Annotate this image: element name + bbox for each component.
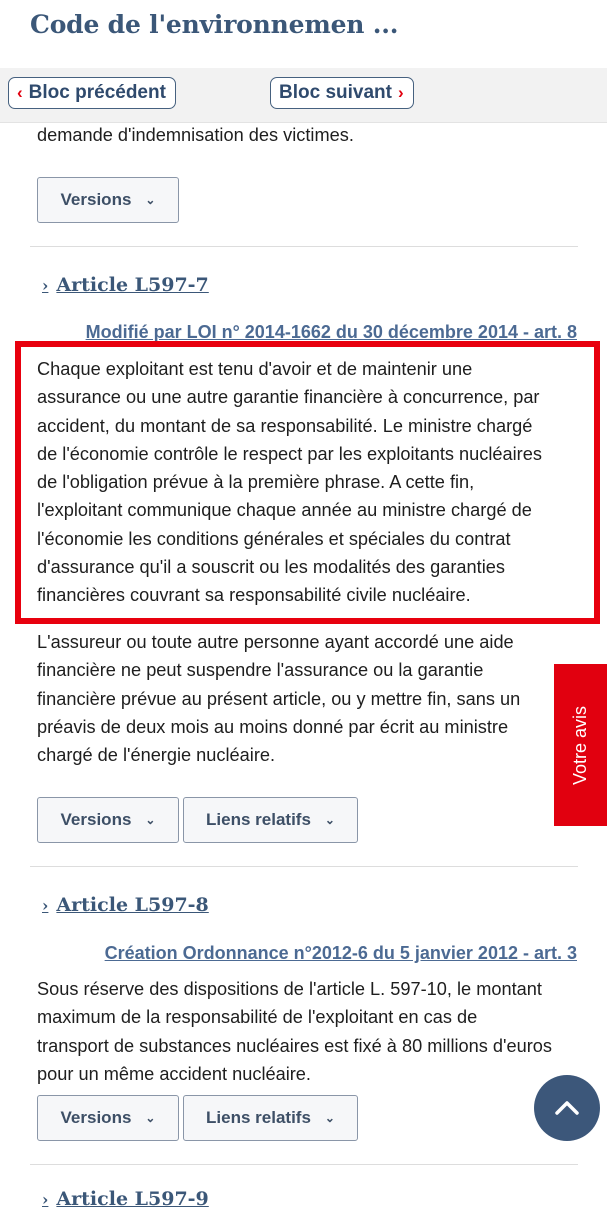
- text-line: préavis de deux mois au moins donné par écrit au ministre: [37, 716, 509, 737]
- versions-label: Versions: [60, 1108, 132, 1127]
- text-line: chargé de l'énergie nucléaire.: [37, 745, 276, 766]
- related-links-button[interactable]: [183, 797, 358, 843]
- chevron-down-icon: ⌄: [145, 1111, 156, 1125]
- text-line: financière ne peut suspendre l'assurance ou la garantie: [37, 660, 484, 681]
- chevron-down-icon: ⌄: [145, 193, 156, 207]
- text-line: pour un même accident nucléaire.: [37, 1063, 311, 1084]
- feedback-label: Votre avis: [570, 705, 591, 785]
- modification-link[interactable]: Modifié par LOI n° 2014-1662 du 30 décembre 2014 - art. 8: [85, 322, 577, 342]
- versions-button[interactable]: [37, 177, 179, 223]
- article-link-L597-8[interactable]: [42, 890, 209, 920]
- text-line: de l'obligation prévue à la première phrase. A cette fin,: [37, 472, 475, 493]
- highlight-annotation-box: [15, 341, 600, 624]
- chevron-down-icon: ⌄: [145, 813, 156, 827]
- text-line: transport de substances nucléaires est fixé à 80 millions d'euros: [37, 1035, 553, 1056]
- chevron-right-icon: ›: [397, 83, 404, 102]
- previous-block-label: Bloc précédent: [28, 82, 166, 103]
- text-line: l'économie les conditions générales et spéciales du contrat: [37, 528, 511, 549]
- related-links-button[interactable]: [183, 1095, 358, 1141]
- divider: [30, 1164, 578, 1165]
- text-line: d'assurance qu'il a souscrit ou les modalités des garanties: [37, 557, 505, 578]
- article-text: [37, 628, 579, 769]
- text-line: accident, du montant de sa responsabilité. Le ministre chargé: [37, 415, 533, 436]
- text-line: L'assureur ou toute autre personne ayant accordé une aide: [37, 632, 514, 652]
- text-line: l'exploitant communique chaque année au ministre chargé de: [37, 500, 532, 521]
- chevron-down-icon: ⌄: [324, 813, 335, 827]
- text-line: financière prévue au présent article, ou y mettre fin, sans un: [37, 688, 521, 709]
- chevron-down-icon: ⌄: [324, 1111, 335, 1125]
- page-title: Code de l'environnemen ...: [30, 10, 399, 39]
- next-block-label: Bloc suivant: [279, 82, 392, 103]
- versions-button[interactable]: [37, 797, 179, 843]
- versions-label: Versions: [60, 810, 132, 829]
- article-text: [37, 121, 579, 149]
- related-links-label: Liens relatifs: [206, 810, 311, 829]
- creation-link[interactable]: Création Ordonnance n°2012-6 du 5 janvier 2012 - art. 3: [104, 943, 577, 963]
- text-line: Chaque exploitant est tenu d'avoir et de maintenir une: [37, 359, 473, 379]
- article-link-L597-7[interactable]: [42, 270, 209, 300]
- chevron-up-icon: [552, 1093, 582, 1123]
- versions-label: Versions: [60, 190, 132, 209]
- chevron-right-icon: ›: [42, 895, 49, 915]
- chevron-left-icon: ‹: [17, 83, 23, 102]
- divider: [30, 246, 578, 247]
- bloc-navigation-bar: [0, 68, 607, 123]
- chevron-right-icon: ›: [42, 1189, 49, 1209]
- previous-block-button[interactable]: [8, 77, 176, 109]
- article-title: Article L597-7: [56, 274, 209, 296]
- article-text: [37, 975, 579, 1088]
- article-title: Article L597-8: [56, 894, 209, 916]
- text-line: Sous réserve des dispositions de l'article L. 597-10, le montant: [37, 979, 542, 999]
- text-line: maximum de la responsabilité de l'exploitant en cas de: [37, 1007, 478, 1028]
- text-line: de l'économie contrôle le respect par les exploitants nucléaires: [37, 443, 542, 464]
- article-link-L597-9[interactable]: [42, 1184, 209, 1214]
- text-line: financières couvrant sa responsabilité civile nucléaire.: [37, 585, 471, 606]
- versions-button[interactable]: [37, 1095, 179, 1141]
- chevron-right-icon: ›: [42, 275, 49, 295]
- scroll-to-top-button[interactable]: [534, 1075, 600, 1141]
- related-links-label: Liens relatifs: [206, 1108, 311, 1127]
- article-title: Article L597-9: [56, 1188, 209, 1210]
- divider: [30, 866, 578, 867]
- feedback-tab[interactable]: [554, 664, 607, 826]
- next-block-button[interactable]: [270, 77, 414, 109]
- text-line: demande d'indemnisation des victimes.: [37, 125, 354, 145]
- text-line: assurance ou une autre garantie financière à concurrence, par: [37, 387, 540, 408]
